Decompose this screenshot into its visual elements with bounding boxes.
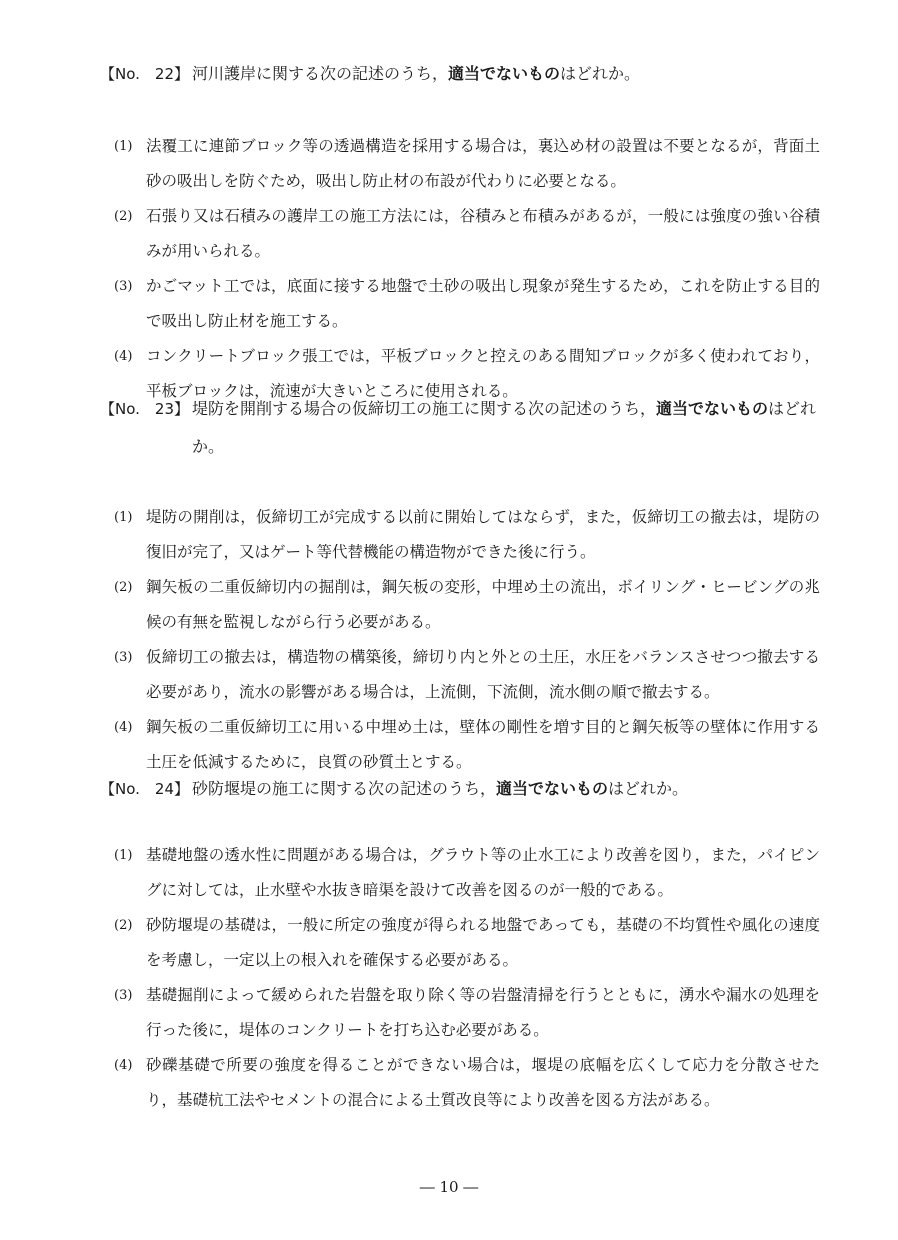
page-number: ― 10 ― — [419, 1178, 479, 1196]
question-22 — [100, 55, 820, 409]
option-label: (1) — [114, 848, 133, 863]
option-text: コンクリートブロック張工では，平板ブロックと控えのある間知ブロックが多く使われており，平板ブロックは，流速が大きいところに使用される。 — [146, 347, 820, 400]
option-list — [100, 838, 820, 1118]
question-24 — [100, 770, 820, 1118]
option-1 — [100, 838, 820, 908]
question-number: 【No. 23】 — [100, 400, 189, 418]
option-1 — [100, 500, 820, 570]
question-header — [100, 390, 820, 466]
option-label: (4) — [114, 720, 133, 735]
option-text: 砂防堰堤の基礎は，一般に所定の強度が得られる地盤であっても，基礎の不均質性や風化の速度を考慮し，一定以上の根入れを確保する必要がある。 — [146, 916, 820, 969]
option-1 — [100, 129, 820, 199]
option-label: (1) — [114, 510, 133, 525]
option-text: 鋼矢板の二重仮締切工に用いる中埋め土は，壁体の剛性を増す目的と鋼矢板等の壁体に作用する土圧を低減するために，良質の砂質土とする。 — [146, 718, 820, 771]
option-text: 基礎掘削によって緩められた岩盤を取り除く等の岩盤清掃を行うとともに，湧水や漏水の処理を行った後に，堤体のコンクリートを打ち込む必要がある。 — [146, 986, 820, 1039]
option-list — [100, 129, 820, 409]
option-4 — [100, 1048, 820, 1118]
stem-text: 堤防を開削する場合の仮締切工の施工に関する次の記述のうち， — [192, 399, 657, 418]
stem-text: 河川護岸に関する次の記述のうち， — [192, 64, 449, 83]
option-2 — [100, 908, 820, 978]
question-stem — [192, 55, 820, 93]
option-list — [100, 500, 820, 780]
stem-emphasis: 適当でないもの — [656, 399, 769, 418]
question-stem — [192, 770, 820, 808]
option-3 — [100, 978, 820, 1048]
question-header — [100, 55, 820, 93]
option-text: 法覆工に連節ブロック等の透過構造を採用する場合は，裏込め材の設置は不要となるが，背面土砂の吸出しを防ぐため，吸出し防止材の布設が代わりに必要となる。 — [146, 137, 820, 190]
option-label: (1) — [114, 139, 133, 154]
stem-text: 砂防堰堤の施工に関する次の記述のうち， — [192, 779, 497, 798]
option-text: 基礎地盤の透水性に問題がある場合は，グラウト等の止水工により改善を図り，また，パイピングに対しては，止水壁や水抜き暗渠を設けて改善を図るのが一般的である。 — [146, 846, 820, 899]
stem-text-end: はどれか。 — [560, 64, 641, 83]
option-2 — [100, 570, 820, 640]
question-header — [100, 770, 820, 808]
option-label: (3) — [114, 988, 133, 1003]
option-text: かごマット工では，底面に接する地盤で土砂の吸出し現象が発生するため，これを防止する目的で吸出し防止材を施工する。 — [146, 277, 820, 330]
question-number: 【No. 22】 — [100, 65, 189, 83]
stem-text-end: はどれか。 — [608, 779, 689, 798]
option-label: (2) — [114, 918, 133, 933]
question-stem — [192, 390, 820, 466]
option-text: 堤防の開削は，仮締切工が完成する以前に開始してはならず，また，仮締切工の撤去は，堤防の復旧が完了，又はゲート等代替機能の構造物ができた後に行う。 — [146, 508, 820, 561]
option-text: 石張り又は石積みの護岸工の施工方法には，谷積みと布積みがあるが，一般には強度の強い谷積みが用いられる。 — [146, 207, 820, 260]
stem-text-end: はどれか。 — [192, 399, 817, 456]
question-number: 【No. 24】 — [100, 780, 189, 798]
question-23 — [100, 390, 820, 780]
option-text: 仮締切工の撤去は，構造物の構築後，締切り内と外との土圧，水圧をバランスさせつつ撤去する必要があり，流水の影響がある場合は，上流側，下流側，流水側の順で撤去する。 — [146, 648, 820, 701]
option-3 — [100, 269, 820, 339]
option-label: (2) — [114, 580, 133, 595]
option-text: 砂礫基礎で所要の強度を得ることができない場合は，堰堤の底幅を広くして応力を分散させたり，基礎杭工法やセメントの混合による土質改良等により改善を図る方法がある。 — [146, 1056, 820, 1109]
option-label: (2) — [114, 209, 133, 224]
option-3 — [100, 640, 820, 710]
option-label: (3) — [114, 650, 133, 665]
stem-emphasis: 適当でないもの — [448, 64, 561, 83]
option-text: 鋼矢板の二重仮締切内の掘削は，鋼矢板の変形，中埋め土の流出，ボイリング・ヒービングの兆候の有無を監視しながら行う必要がある。 — [146, 578, 820, 631]
option-label: (4) — [114, 349, 133, 364]
option-label: (3) — [114, 279, 133, 294]
option-label: (4) — [114, 1058, 133, 1073]
option-2 — [100, 199, 820, 269]
stem-emphasis: 適当でないもの — [496, 779, 609, 798]
